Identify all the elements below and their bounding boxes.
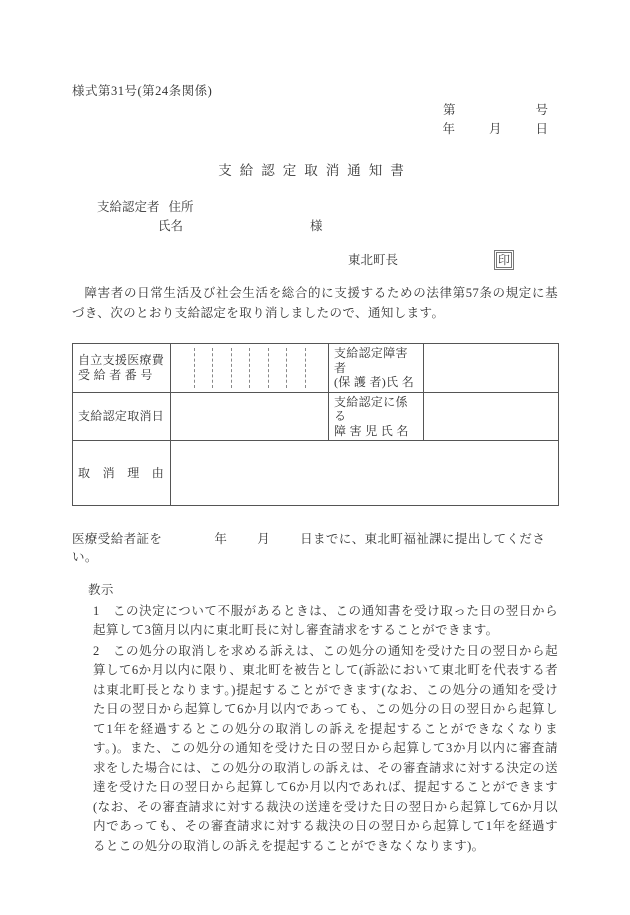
table-row [73, 392, 559, 441]
return-instruction-prefix: 医療受給者証を [72, 532, 163, 546]
recipient-number-label-line1: 自立支援医療費 [78, 353, 165, 368]
recipient-name-label-cell [329, 344, 424, 393]
recipient-name-label-line2: (保 護 者)氏 名 [334, 375, 414, 389]
return-instruction-suffix: 日までに、東北町福祉課に提出してください。 [72, 532, 546, 564]
child-name-value-cell [424, 392, 559, 441]
seal-stamp: 印 [494, 250, 514, 270]
reason-label-cell: 取 消 理 由 [73, 441, 171, 506]
recipient-number-digit-boxes [176, 346, 323, 390]
recipient-number-label-cell [73, 344, 171, 393]
addressee-block [97, 198, 558, 236]
recipient-number-digit-box [176, 348, 195, 388]
honorific-label: 様 [310, 219, 323, 233]
date-month-label: 月 [488, 122, 502, 136]
recipient-number-value-cell [171, 344, 329, 393]
return-instruction [72, 530, 558, 566]
appeal-notice-heading: 教示 [88, 583, 114, 597]
date-year-label: 年 [442, 122, 455, 136]
recipient-number-digit-box [250, 348, 269, 388]
child-name-label-cell [329, 392, 424, 441]
return-month-label: 月 [257, 532, 271, 546]
date-day-label: 日 [535, 122, 548, 136]
child-name-label-line2: 障 害 児 氏 名 [334, 423, 409, 438]
addressee-label: 支給認定者 [97, 200, 160, 214]
doc-number-prefix: 第 [442, 103, 456, 117]
table-row [73, 344, 559, 393]
address-label: 住所 [168, 200, 194, 214]
issuer-line [348, 250, 558, 270]
cancel-date-value-cell [171, 392, 329, 441]
reason-value-cell [171, 441, 559, 506]
recipient-number-digit-box [232, 348, 251, 388]
date-line [72, 121, 558, 138]
document-content [72, 83, 558, 856]
page-title: 支給認定取消通知書 [218, 163, 412, 178]
recipient-number-digit-box [306, 348, 324, 388]
doc-number-suffix: 号 [535, 103, 548, 117]
form-number: 様式第31号(第24条関係) [72, 84, 213, 98]
appeal-notice-item-2: 2 この処分の取消しを求める訴えは、この処分の通知を受けた日の翌日から起算して6か月以内に限り、東北町を被告として(訴訟において東北町を代表する者は東北町長となります。)提起することができます(なお、この処分の通知を受けた日の翌日から起算して6か月以内であっても、この処分の日の翌日から起算して1年を経過するとこの処分の取消しの訴えを提起することができなくなります。)。また、この処分の通知を受けた日の翌日から起算して3か月以内に審査請求をした場合には、この処分の取消しの訴えは、その審査請求に対する決定の送達を受けた日の翌日から起算して6か月以内であれば、提起することができます(なお、その審査請求に対する裁決の送達を受けた日の翌日から起算して6か月以内であっても、その審査請求に対する裁決の日の翌日から起算して1年を経過するとこの処分の取消しの訴えを提起することができなくなります)。 [93, 643, 558, 853]
addressee-name-row [158, 217, 558, 236]
recipient-name-label-line1: 支給認定障害者 [334, 346, 408, 375]
recipient-number-digit-box [287, 348, 306, 388]
addressee-address-row [97, 198, 558, 217]
recipient-number-digit-box [269, 348, 288, 388]
cancellation-detail-table [72, 343, 559, 506]
body-paragraph: 障害者の日常生活及び社会生活を総合的に支援するための法律第57条の規定に基づき、次のとおり支給認定を取り消しましたので、通知します。 [72, 286, 558, 320]
table-row [73, 441, 559, 506]
recipient-number-digit-box [213, 348, 232, 388]
doc-number-line [72, 102, 558, 119]
issuer-name: 東北町長 [348, 253, 399, 267]
return-year-label: 年 [214, 532, 228, 546]
child-name-label-line1: 支給認定に係る [334, 394, 408, 423]
cancel-date-label-cell: 支給認定取消日 [73, 392, 171, 441]
appeal-notice-item-1: 1 この決定について不服があるときは、この通知書を受け取った日の翌日から起算して3箇月以内に東北町長に対し審査請求をすることができます。 [93, 603, 558, 637]
recipient-name-value-cell [424, 344, 559, 393]
recipient-number-label-line2: 受 給 者 番 号 [78, 367, 153, 382]
recipient-number-digit-box [195, 348, 214, 388]
name-label: 氏名 [158, 219, 184, 233]
appeal-notice-section [72, 581, 558, 856]
